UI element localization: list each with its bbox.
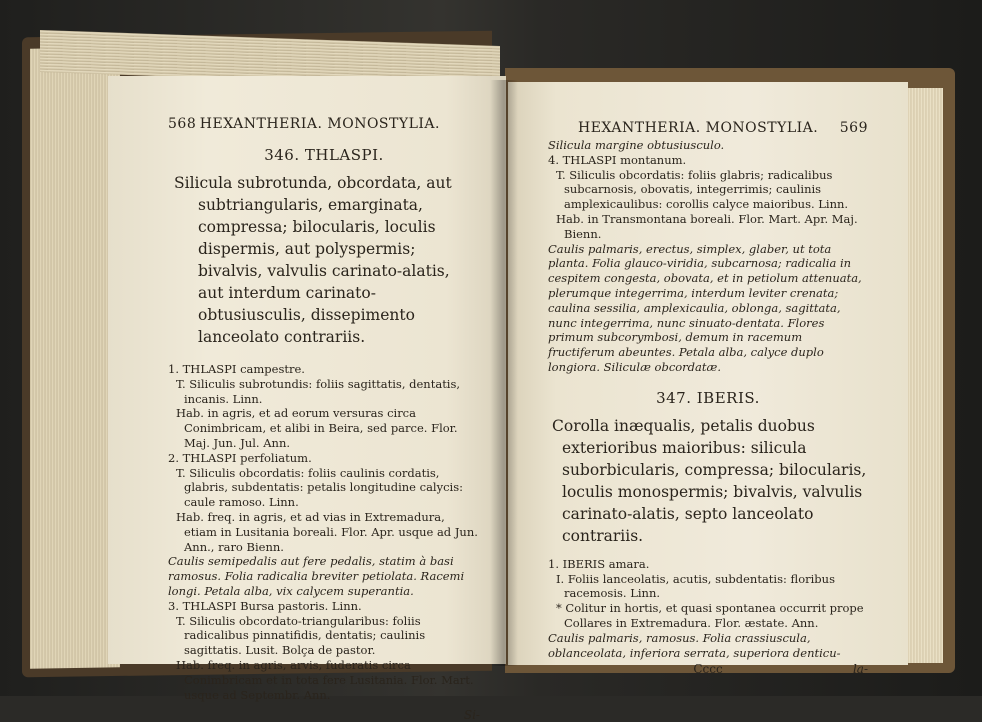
species-habitat: Hab. freq. in agris, arvis, fuderatis circa Conimbricam et in tota fere Lusitania. Flor. Mart. usque ad Septembr. Ann. bbox=[176, 657, 474, 702]
species-description: Caulis palmaris, ramosus. Folia crassiuscula, oblanceolata, inferiora serrata, superiora denticu- bbox=[548, 630, 841, 660]
right-page-edges bbox=[905, 88, 943, 663]
species-heading: 3. THLASPI Bursa pastoris. Linn. bbox=[168, 598, 362, 613]
species-diagnosis: T. Siliculis obcordatis: foliis caulinis cordatis, glabris, subdentatis: petalis longitudine calycis: caule ramoso. Linn. bbox=[176, 465, 464, 510]
species-habitat: * Colitur in hortis, et quasi spontanea occurrit prope Collares in Extremadura. Flor. æstate. Ann. bbox=[556, 601, 864, 630]
right-running-title: HEXANTHERIA. MONOSTYLIA. bbox=[578, 120, 819, 136]
signature-line bbox=[548, 662, 868, 676]
left-species-text bbox=[168, 362, 480, 702]
species-heading: 1. THLASPI campestre. bbox=[168, 362, 305, 376]
species-heading: 4. THLASPI montanum. bbox=[548, 152, 687, 167]
left-catchword: Si- bbox=[463, 708, 480, 722]
species-diagnosis: T. Siliculis obcordatis: foliis glabris; radicalibus subcarnosis, obovatis, integerrimis; caulinis amplexicaulibus: corollis calyce maioribus. Linn. bbox=[556, 167, 849, 212]
genus-heading-iberis: 347. IBERIS. bbox=[656, 388, 760, 407]
species-heading: 1. IBERIS amara. bbox=[548, 556, 650, 571]
species-description: Silicula margine obtusiusculo. bbox=[548, 138, 725, 152]
right-catchword: la- bbox=[852, 662, 868, 677]
species-heading: 2. THLASPI perfoliatum. bbox=[168, 450, 312, 465]
species-diagnosis: I. Foliis lanceolatis, acutis, subdentatis: floribus racemosis. Linn. bbox=[556, 571, 835, 601]
right-species-text bbox=[548, 138, 868, 375]
right-species-text-2 bbox=[548, 557, 868, 661]
signature-mark: Cccc bbox=[693, 662, 723, 677]
right-page bbox=[508, 82, 908, 677]
genus-heading-thlaspi: 346. THLASPI. bbox=[264, 146, 384, 164]
left-running-title: HEXANTHERIA. MONOSTYLIA. bbox=[199, 116, 440, 132]
species-habitat: Hab. in Transmontana boreali. Flor. Mart. Apr. Maj. Bienn. bbox=[556, 211, 858, 241]
left-page bbox=[108, 76, 506, 722]
species-description: Caulis semipedalis aut fere pedalis, statim à basi ramosus. Folia radicalia breviter petiolata. Racemi longi. Petala alba, vix calycem superantia. bbox=[168, 554, 465, 598]
species-diagnosis: T. Siliculis obcordato-triangularibus: foliis radicalibus pinnatifidis, dentatis; caulinis sagittatis. Lusit. Bolça de pastor. bbox=[176, 613, 426, 658]
right-running-head bbox=[548, 120, 868, 136]
left-page-edges bbox=[30, 47, 120, 669]
genus-description-iberis: Corolla inæqualis, petalis duobus exterioribus maioribus: silicula suborbicularis, compressa; bilocularis, loculis monospermis; bivalvis, valvulis carinato-alatis, septo lanceolato contrariis. bbox=[552, 416, 867, 545]
species-description: Caulis palmaris, erectus, simplex, glaber, ut tota planta. Folia glauco-viridia, subcarnosa; radicalia in cespitem congesta, obovata, et in petiolum attenuata, plerumque integerrima, interdum leviter crenata; caulina sessilia, amplexicaulia, oblonga, sagittata, nunc integerrima, nunc sinuato-dentata. Flores primum subcorymbosi, demum in racemum fructiferum abeuntes. Petala alba, calyce duplo longiora. Siliculæ obcordatæ. bbox=[548, 241, 862, 374]
left-running-head bbox=[168, 116, 480, 132]
species-diagnosis: T. Siliculis subrotundis: foliis sagittatis, dentatis, incanis. Linn. bbox=[176, 376, 461, 406]
species-habitat: Hab. freq. in agris, et ad vias in Extremadura, etiam in Lusitania boreali. Flor. Apr. usque ad Jun. Ann., raro Bienn. bbox=[176, 509, 478, 554]
book-gutter bbox=[490, 80, 518, 666]
left-page-number: 568 bbox=[168, 116, 197, 132]
genus-description-thlaspi: Silicula subrotunda, obcordata, aut subtriangularis, emarginata, compressa; bilocularis, loculis dispermis, aut polyspermis; bivalvis, valvulis carinato-alatis, aut interdum carinato-obtusiusculis, dissepimento lanceolato contrariis. bbox=[174, 174, 452, 346]
species-habitat: Hab. in agris, et ad eorum versuras circa Conimbricam, et alibi in Beira, sed parce. Flor. Maj. Jun. Jul. Ann. bbox=[176, 406, 458, 450]
right-page-number: 569 bbox=[839, 120, 868, 136]
